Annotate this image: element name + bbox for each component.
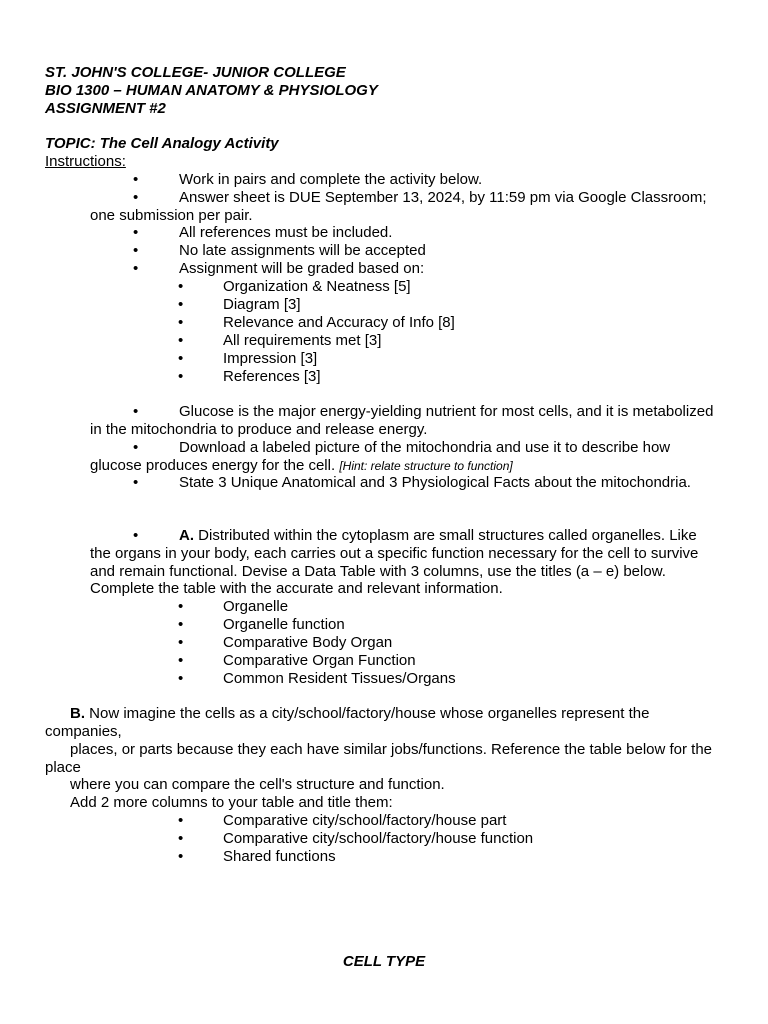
topic-heading: TOPIC: The Cell Analogy Activity: [45, 135, 279, 152]
bullet-icon: •: [178, 848, 184, 865]
bullet-icon: •: [133, 242, 139, 259]
bullet-icon: •: [178, 634, 184, 651]
part-b-text: Add 2 more columns to your table and title them:: [70, 794, 393, 811]
bullet-icon: •: [178, 830, 184, 847]
bullet-icon: •: [133, 171, 139, 188]
bullet-icon: •: [133, 189, 139, 206]
part-a-text: Complete the table with the accurate and relevant information.: [90, 580, 503, 597]
part-a-label: A.: [179, 527, 194, 544]
part-b-text: where you can compare the cell's structure and function.: [70, 776, 445, 793]
bullet-icon: •: [178, 368, 184, 385]
instruction-continuation: one submission per pair.: [90, 207, 253, 224]
mito-continuation: in the mitochondria to produce and release energy.: [90, 421, 428, 438]
part-a-text: and remain functional. Devise a Data Table with 3 columns, use the titles (a – e) below.: [90, 563, 666, 580]
bullet-icon: •: [178, 598, 184, 615]
mito-continuation: glucose produces energy for the cell. [Hint: relate structure to function]: [90, 457, 513, 474]
bullet-icon: •: [133, 224, 139, 241]
bullet-icon: •: [178, 670, 184, 687]
instructions-label: Instructions:: [45, 153, 126, 170]
college-name: ST. JOHN'S COLLEGE- JUNIOR COLLEGE: [45, 64, 346, 81]
bullet-icon: •: [178, 332, 184, 349]
bullet-icon: •: [133, 474, 139, 491]
bullet-icon: •: [178, 812, 184, 829]
bullet-icon: •: [178, 296, 184, 313]
bullet-icon: •: [178, 314, 184, 331]
part-b-text: companies,: [45, 723, 122, 740]
bullet-icon: •: [178, 350, 184, 367]
bullet-icon: •: [133, 403, 139, 420]
course-title: BIO 1300 – HUMAN ANATOMY & PHYSIOLOGY: [45, 82, 378, 99]
assignment-number: ASSIGNMENT #2: [45, 100, 166, 117]
part-b-label: B.: [70, 705, 85, 722]
bullet-icon: •: [178, 616, 184, 633]
bullet-icon: •: [178, 652, 184, 669]
part-b-text: B. Now imagine the cells as a city/school/factory/house whose organelles represent the: [70, 705, 650, 722]
bullet-icon: •: [133, 260, 139, 277]
hint-text: [Hint: relate structure to function]: [339, 459, 513, 473]
part-b-text: place: [45, 759, 81, 776]
part-b-text: places, or parts because they each have similar jobs/functions. Reference the table below for the: [70, 741, 713, 758]
bullet-icon: •: [133, 527, 139, 544]
cell-type-heading: CELL TYPE: [342, 953, 426, 970]
bullet-icon: •: [178, 278, 184, 295]
bullet-icon: •: [133, 439, 139, 456]
part-a-text: the organs in your body, each carries out a specific function necessary for the cell to survive: [90, 545, 699, 562]
document-page: ST. JOHN'S COLLEGE- JUNIOR COLLEGE BIO 1300 – HUMAN ANATOMY & PHYSIOLOGY ASSIGNMENT #2 TOPIC: The Cell Analogy Activity Instructions: • Work in pairs and complete the activity below. • Answer sheet is DUE September 13, 2024, by 11:59 pm via Google Classroom; one submission per pair. • All references must be included. • No late assignments will be accepted • Assignment will be graded based on: • Organization & Neatness [5] • Diagram [3] • Relevance and Accuracy of Info [8] • All requirements met [3] • Impression [3] • References [3] • Glucose is the major energy-yielding nutrient for most cells, and it is metabolized in the mitochondria to produce and release energy. • Download a labeled picture of the mitochondria and use it to describe how glucose produces energy for the cell. [Hint: relate structure to function] • State 3 Unique Anatomical and 3 Physiological Facts about the mitochondria. • A. Distributed within the cytoplasm are small structures called organelles. Like the organs in your body, each carries out a specific function necessary for the cell to survive and remain functional. Devise a Data Table with 3 columns, use the titles (a – e) below. Complete the table with the accurate and relevant information. • Organelle • Organelle function • Comparative Body Organ • Comparative Organ Function • Common Resident Tissues/Organs B. Now imagine the cells as a city/school/factory/house whose organelles represent the companies, places, or parts because they each have similar jobs/functions. Reference the table below for the place where you can compare the cell's structure and function. Add 2 more columns to your table and title them: • Comparative city/school/factory/house part • Comparative city/school/factory/house function • Shared functions CELL TYPE: [0, 0, 768, 1024]
